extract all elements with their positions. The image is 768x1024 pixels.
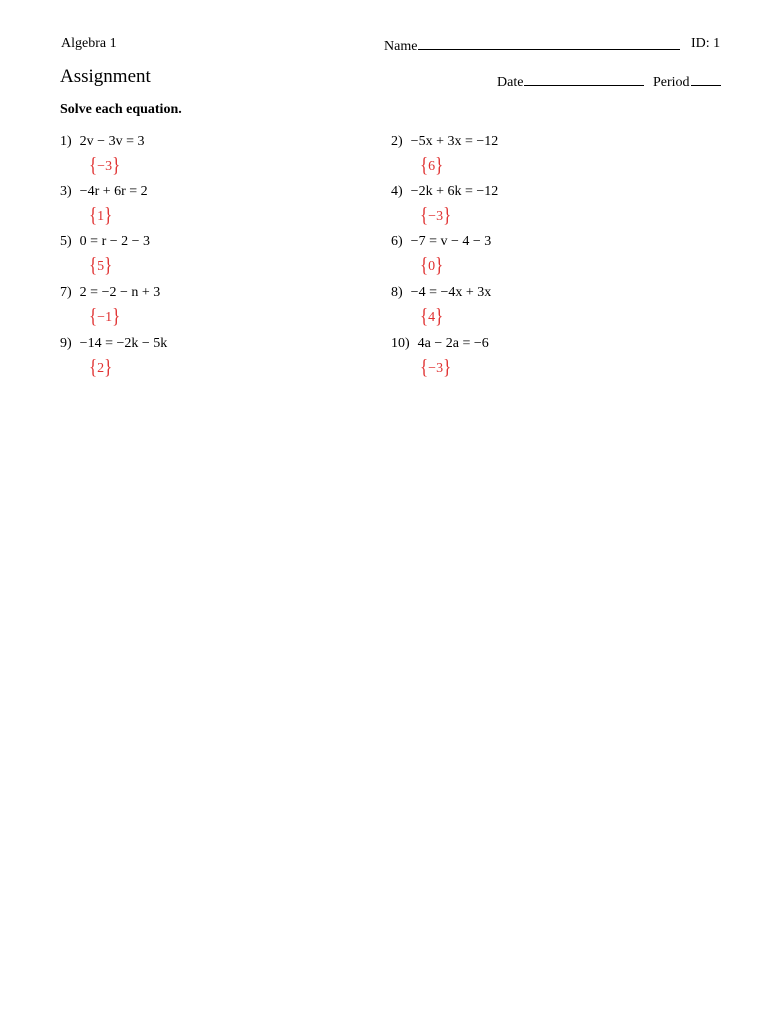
problem-number: 4)	[391, 184, 403, 199]
answer-8: {4}	[420, 303, 444, 328]
period-field	[653, 73, 721, 91]
problem-equation: −14 = −2k − 5k	[79, 336, 168, 351]
answer-value: −3	[97, 159, 113, 174]
problem-equation: −2k + 6k = −12	[410, 184, 499, 199]
problem-10	[391, 336, 489, 352]
problem-number: 5)	[60, 234, 72, 249]
problem-6	[391, 234, 491, 250]
answer-value: 5	[97, 259, 105, 274]
problem-number: 1)	[60, 134, 72, 149]
name-blank-line	[418, 36, 680, 50]
answer-value: 2	[97, 361, 105, 376]
course-label: Algebra 1	[61, 36, 117, 51]
answer-6: {0}	[420, 252, 444, 277]
answer-value: −3	[428, 209, 444, 224]
answer-value: 1	[97, 209, 105, 224]
problem-equation: −5x + 3x = −12	[410, 134, 499, 149]
page-title: Assignment	[60, 66, 151, 87]
answer-value: 6	[428, 159, 436, 174]
answer-9: {2}	[89, 354, 113, 379]
problem-7	[60, 285, 160, 301]
problem-2	[391, 134, 498, 150]
answer-2: {6}	[420, 152, 444, 177]
problem-4	[391, 184, 498, 200]
period-label: Period	[653, 75, 690, 90]
answer-3: {1}	[89, 202, 113, 227]
date-field	[497, 73, 644, 91]
problem-number: 3)	[60, 184, 72, 199]
id-label: ID: 1	[691, 36, 721, 51]
name-label: Name	[384, 39, 418, 54]
problem-number: 9)	[60, 336, 72, 351]
answer-value: −3	[428, 361, 444, 376]
answer-5: {5}	[89, 252, 113, 277]
answer-7: {−1}	[89, 303, 121, 328]
answer-1: {−3}	[89, 152, 121, 177]
problem-equation: −4r + 6r = 2	[79, 184, 148, 199]
problem-equation: 2v − 3v = 3	[79, 134, 145, 149]
problem-number: 6)	[391, 234, 403, 249]
problem-3	[60, 184, 148, 200]
problem-number: 8)	[391, 285, 403, 300]
name-field	[384, 36, 680, 55]
problem-number: 7)	[60, 285, 72, 300]
answer-4: {−3}	[420, 202, 452, 227]
instructions: Solve each equation.	[60, 102, 182, 117]
problem-9	[60, 336, 167, 352]
problem-equation: 0 = r − 2 − 3	[79, 234, 151, 249]
answer-value: 4	[428, 310, 436, 325]
problem-equation: 2 = −2 − n + 3	[79, 285, 161, 300]
problem-number: 10)	[391, 336, 410, 351]
answer-10: {−3}	[420, 354, 452, 379]
problem-equation: −7 = v − 4 − 3	[410, 234, 492, 249]
problem-equation: −4 = −4x + 3x	[410, 285, 492, 300]
date-label: Date	[497, 75, 524, 90]
answer-value: −1	[97, 310, 113, 325]
problem-8	[391, 285, 491, 301]
problem-equation: 4a − 2a = −6	[417, 336, 489, 351]
problem-5	[60, 234, 150, 250]
date-blank-line	[524, 73, 644, 86]
problem-number: 2)	[391, 134, 403, 149]
problem-1	[60, 134, 144, 150]
period-blank-line	[691, 73, 721, 86]
answer-value: 0	[428, 259, 436, 274]
